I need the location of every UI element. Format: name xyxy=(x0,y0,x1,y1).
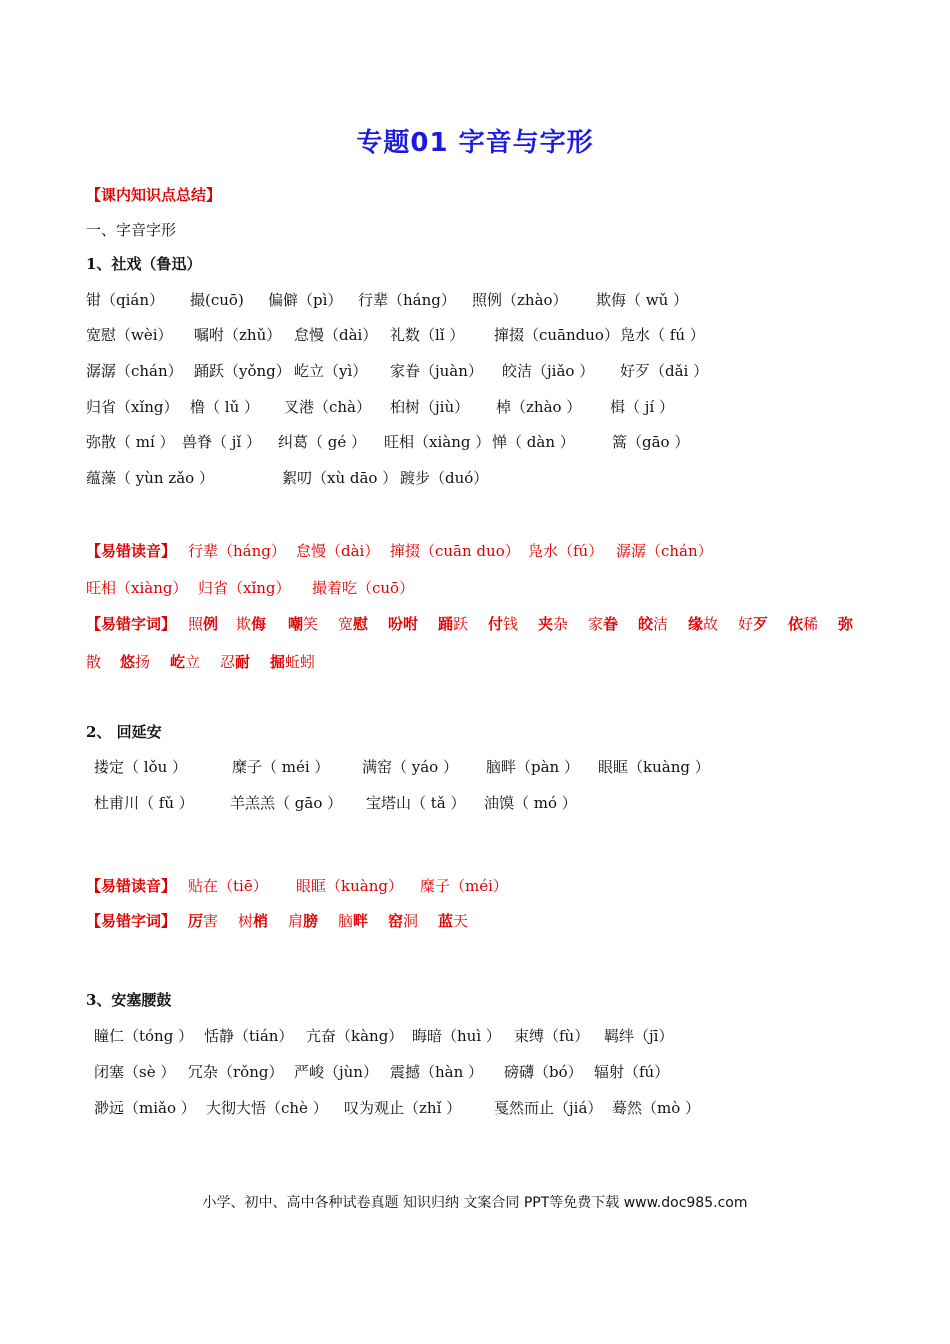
easy-read-item: 行辈（háng） xyxy=(188,542,286,560)
vocab-row xyxy=(86,1026,866,1046)
vocab-item: 瞳仁（tóng ） xyxy=(94,1027,194,1045)
easy-word: 缘故 xyxy=(688,615,719,633)
vocab-item: 辐射（fú） xyxy=(594,1063,670,1081)
vocab-row xyxy=(86,325,866,345)
lesson2-heading: 2、 回延安 xyxy=(86,723,162,741)
easy-read-item: 凫水（fú） xyxy=(528,542,604,560)
easy-read-line xyxy=(86,876,866,896)
vocab-item: 满窑（ yáo ） xyxy=(362,758,458,776)
easy-word: 欺侮 xyxy=(236,615,267,633)
vocab-row xyxy=(86,397,866,417)
easy-read-line xyxy=(86,578,866,598)
easy-word: 家眷 xyxy=(588,615,619,633)
vocab-item: 严峻（jùn） xyxy=(294,1063,378,1081)
vocab-item: 篙（gāo ） xyxy=(612,433,690,451)
vocab-item: 凫水（ fú ） xyxy=(620,326,705,344)
easy-read-item: 怠慢（dài） xyxy=(296,542,380,560)
easy-word: 树梢 xyxy=(238,912,269,930)
easy-word: 依稀 xyxy=(788,615,819,633)
easy-word: 蓝天 xyxy=(438,912,469,930)
easy-word: 照例 xyxy=(188,615,219,633)
vocab-item: 踱步（duó） xyxy=(400,469,489,487)
vocab-item: 纠葛（ gé ） xyxy=(278,433,367,451)
easy-word: 肩膀 xyxy=(288,912,319,930)
vocab-item: 家眷（juàn） xyxy=(390,362,483,380)
vocab-item: 好歹（dǎi ） xyxy=(620,362,709,380)
vocab-item: 嘱咐（zhǔ） xyxy=(194,326,282,344)
lesson3-heading: 3、安塞腰鼓 xyxy=(86,991,172,1009)
easy-read-label: 【易错读音】 xyxy=(86,542,177,560)
vocab-item: 恬静（tián） xyxy=(204,1027,294,1045)
vocab-item: 蕴藻（ yùn zǎo ） xyxy=(86,469,214,487)
vocab-item: 旺相（xiàng ） xyxy=(384,433,491,451)
vocab-item: 杜甫川（ fǔ ） xyxy=(94,794,194,812)
page-title: 专题01 字音与字形 xyxy=(356,128,594,158)
easy-read-item: 撺掇（cuān duo） xyxy=(390,542,520,560)
easy-read-item: 潺潺（chán） xyxy=(616,542,713,560)
vocab-item: 渺远（miǎo ） xyxy=(94,1099,196,1117)
vocab-row xyxy=(86,1062,866,1082)
easy-word: 皎洁 xyxy=(638,615,669,633)
vocab-item: 弥散（ mí ） xyxy=(86,433,175,451)
section-header: 【课内知识点总结】 xyxy=(86,186,222,204)
vocab-item: 桕树（jiù） xyxy=(390,398,470,416)
vocab-item: 宽慰（wèi） xyxy=(86,326,173,344)
easy-word: 厉害 xyxy=(188,912,219,930)
vocab-item: 糜子（ méi ） xyxy=(232,758,330,776)
easy-word: 悠扬 xyxy=(120,653,151,671)
vocab-item: 撺掇（cuānduo） xyxy=(494,326,619,344)
vocab-row xyxy=(86,432,866,452)
lesson1-heading: 1、社戏（鲁迅） xyxy=(86,255,202,273)
easy-word: 宽慰 xyxy=(338,615,369,633)
vocab-row xyxy=(86,757,866,777)
easy-word: 好歹 xyxy=(738,615,769,633)
easy-word: 吩咐 xyxy=(388,615,419,633)
vocab-item: 束缚（fù） xyxy=(514,1027,590,1045)
vocab-item: 踊跃（yǒng） xyxy=(194,362,291,380)
vocab-item: 行辈（háng） xyxy=(358,291,456,309)
easy-read-item: 眼眶（kuàng） xyxy=(296,877,403,895)
easy-word: 踊跃 xyxy=(438,615,469,633)
vocab-item: 絮叨（xù dāo ） xyxy=(282,469,398,487)
easy-word: 忍耐 xyxy=(220,653,251,671)
easy-word: 掘蚯蚓 xyxy=(270,653,316,671)
vocab-row xyxy=(86,290,866,310)
easy-word: 脑畔 xyxy=(338,912,369,930)
vocab-item: 偏僻（pì） xyxy=(268,291,343,309)
vocab-row xyxy=(86,1098,866,1118)
vocab-item: 楫（ jí ） xyxy=(610,398,674,416)
vocab-item: 搂定（ lǒu ） xyxy=(94,758,188,776)
easy-read-item: 归省（xǐng） xyxy=(198,579,291,597)
easy-word-label: 【易错字词】 xyxy=(86,615,177,633)
easy-words-line xyxy=(86,652,866,672)
easy-word: 散 xyxy=(86,653,102,671)
easy-read-item: 贴在（tiē） xyxy=(188,877,268,895)
easy-word: 弥 xyxy=(838,615,854,633)
vocab-item: 冗杂（rǒng） xyxy=(188,1063,284,1081)
easy-read-item: 撮着吃（cuō） xyxy=(312,579,415,597)
easy-word-label: 【易错字词】 xyxy=(86,912,177,930)
vocab-row xyxy=(86,793,866,813)
easy-read-line xyxy=(86,541,866,561)
easy-word: 夹杂 xyxy=(538,615,569,633)
easy-word: 窑洞 xyxy=(388,912,419,930)
vocab-row xyxy=(86,468,866,488)
easy-read-item: 旺相（xiàng） xyxy=(86,579,188,597)
vocab-item: 眼眶（kuàng ） xyxy=(598,758,710,776)
vocab-item: 亢奋（kàng） xyxy=(306,1027,404,1045)
vocab-item: 撮(cuō) xyxy=(190,291,244,309)
vocab-item: 礼数（lǐ ） xyxy=(390,326,465,344)
vocab-item: 羊羔羔（ gāo ） xyxy=(230,794,343,812)
vocab-item: 皎洁（jiǎo ） xyxy=(502,362,595,380)
vocab-item: 屹立（yì） xyxy=(294,362,368,380)
vocab-item: 怠慢（dài） xyxy=(294,326,378,344)
vocab-item: 棹（zhào ） xyxy=(496,398,582,416)
vocab-item: 叹为观止（zhǐ ） xyxy=(344,1099,462,1117)
vocab-item: 闭塞（sè ） xyxy=(94,1063,176,1081)
easy-word: 屹立 xyxy=(170,653,201,671)
vocab-item: 橹（ lǔ ） xyxy=(190,398,259,416)
easy-word: 付钱 xyxy=(488,615,519,633)
vocab-item: 大彻大悟（chè ） xyxy=(206,1099,328,1117)
vocab-item: 晦暗（huì ） xyxy=(412,1027,501,1045)
page-footer: 小学、初中、高中各种试卷真题 知识归纳 文案合同 PPT等免费下载 www.doc985.com xyxy=(202,1195,748,1211)
vocab-item: 脑畔（pàn ） xyxy=(486,758,579,776)
vocab-item: 钳（qián） xyxy=(86,291,165,309)
vocab-item: 兽脊（ jǐ ） xyxy=(182,433,261,451)
vocab-item: 叉港（chà） xyxy=(284,398,372,416)
easy-read-item: 糜子（méi） xyxy=(420,877,508,895)
vocab-item: 照例（zhào） xyxy=(472,291,568,309)
part-heading: 一、字音字形 xyxy=(86,221,177,239)
vocab-item: 油馍（ mó ） xyxy=(484,794,577,812)
vocab-item: 戛然而止（jiá） xyxy=(494,1099,603,1117)
vocab-item: 磅礴（bó） xyxy=(504,1063,583,1081)
vocab-item: 潺潺（chán） xyxy=(86,362,183,380)
easy-words-line xyxy=(86,911,866,931)
vocab-row xyxy=(86,361,866,381)
vocab-item: 归省（xǐng） xyxy=(86,398,179,416)
vocab-item: 蓦然（mò ） xyxy=(612,1099,701,1117)
easy-words-line xyxy=(86,614,876,634)
vocab-item: 宝塔山（ tǎ ） xyxy=(366,794,466,812)
easy-word: 嘲笑 xyxy=(288,615,319,633)
vocab-item: 震撼（hàn ） xyxy=(390,1063,484,1081)
vocab-item: 羁绊（jī） xyxy=(604,1027,674,1045)
vocab-item: 欺侮（ wǔ ） xyxy=(596,291,689,309)
vocab-item: 惮（ dàn ） xyxy=(492,433,575,451)
easy-read-label: 【易错读音】 xyxy=(86,877,177,895)
